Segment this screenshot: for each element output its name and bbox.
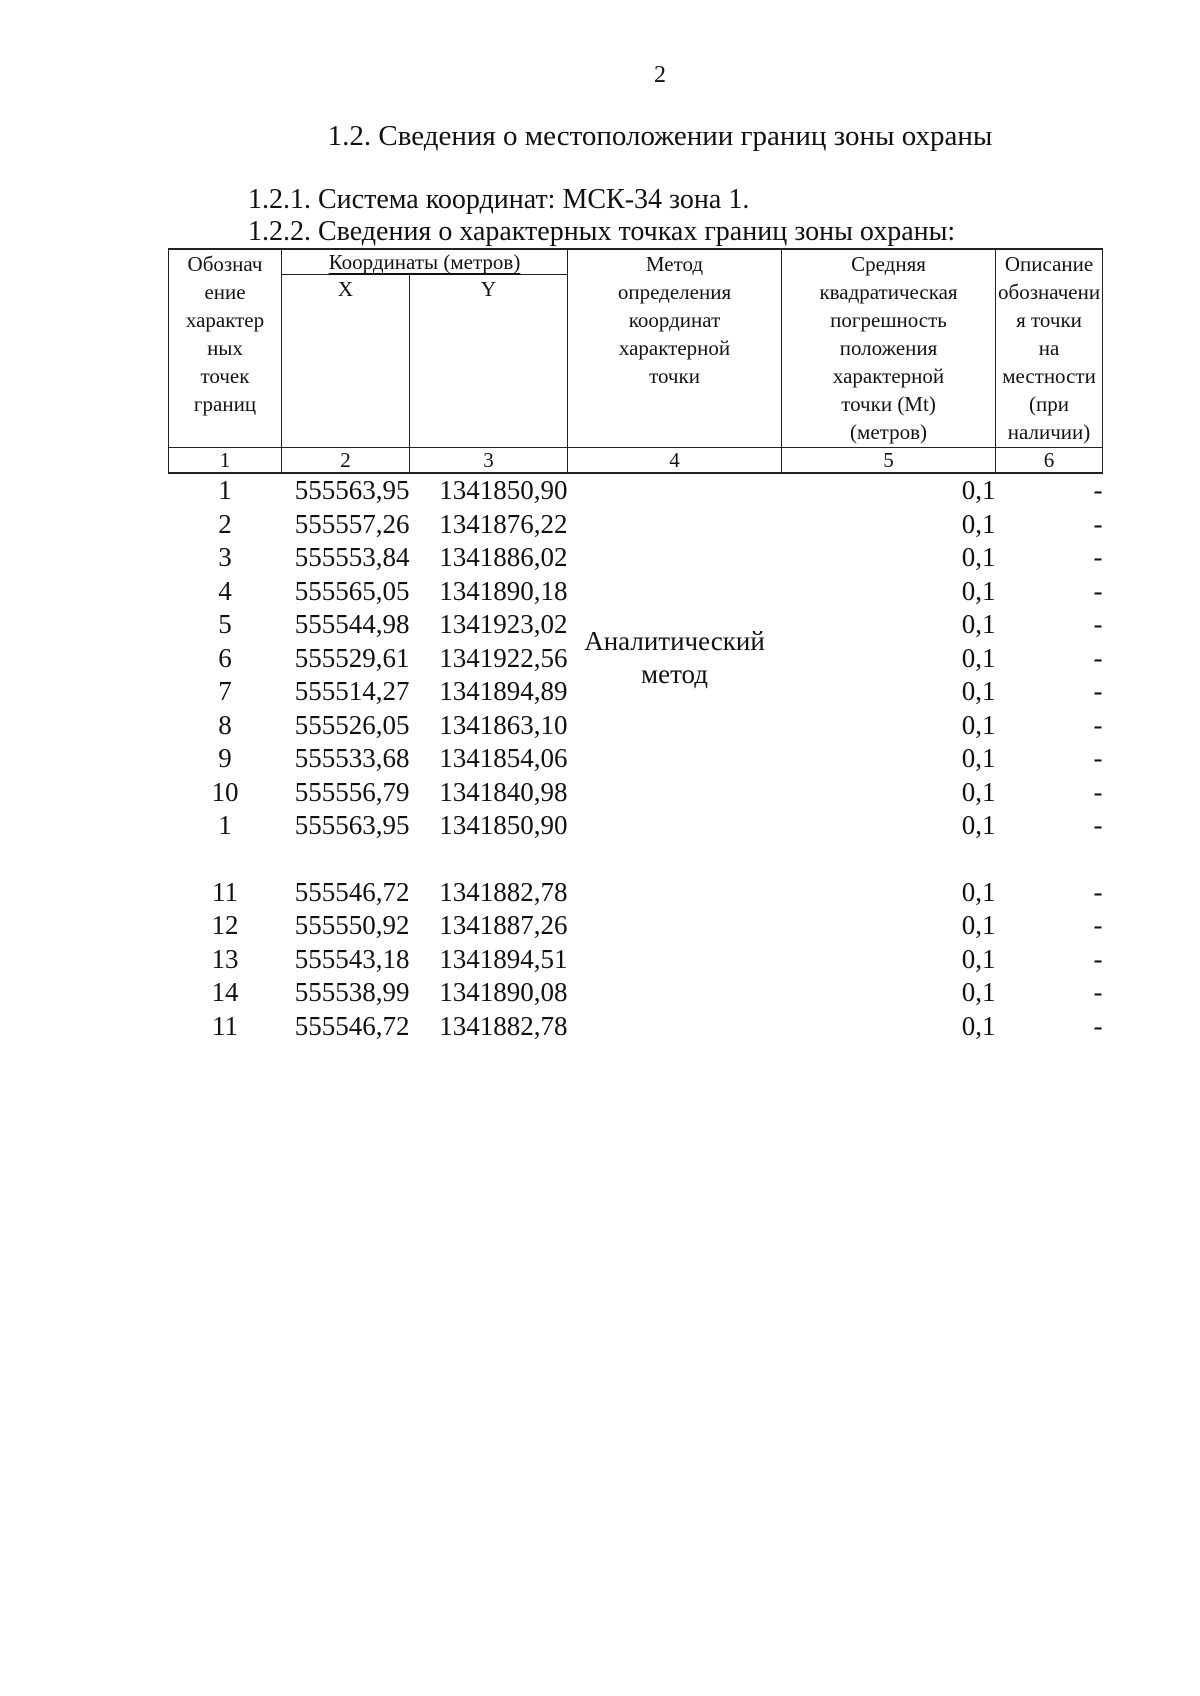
point-error: 0,1 [961,743,996,773]
header-line: точек [200,364,250,388]
method-line: Аналитический [584,625,765,656]
point-y: 1341886,02 [439,542,568,572]
header-line: координат [628,308,721,332]
point-error: 0,1 [961,776,996,807]
header-y: Y [410,275,568,448]
point-y: 1341887,26 [439,910,568,940]
separator-cell [169,843,282,876]
point-description: - [1093,1010,1103,1041]
column-number: 4 [568,448,782,474]
column-number: 1 [169,448,282,474]
separator-cell [410,843,568,876]
table-row [169,1010,1103,1044]
point-error: 0,1 [961,508,996,539]
point-x: 555526,05 [294,709,410,740]
point-error: 0,1 [961,810,996,840]
method-empty [568,976,782,1010]
method-empty [568,943,782,977]
header-error [782,249,996,448]
point-x: 555543,18 [294,943,410,974]
point-name: 13 [211,943,239,974]
method-line: метод [641,659,708,690]
point-description: - [1093,508,1103,539]
header-line: характер [185,308,265,332]
point-x: 555544,98 [294,609,410,639]
column-number: 6 [996,448,1103,474]
point-description: - [1093,542,1103,572]
column-number: 2 [282,448,410,474]
point-name: 14 [211,977,239,1007]
header-line: точки (Мt) [841,392,936,416]
point-error: 0,1 [961,910,996,940]
header-description [996,249,1103,448]
method-value [568,473,782,843]
header-line: погрешность [830,308,947,332]
point-name: 1 [218,475,232,505]
point-error: 0,1 [961,1010,996,1041]
header-line: обозначени [998,280,1101,304]
point-x: 555546,72 [294,1010,410,1041]
point-error: 0,1 [961,709,996,740]
header-line: наличии) [1007,420,1091,444]
point-error: 0,1 [961,876,996,907]
point-y: 1341850,90 [439,475,568,505]
point-error: 0,1 [961,542,996,572]
header-method [568,249,782,448]
point-y: 1341890,08 [439,977,568,1007]
point-description: - [1093,609,1103,639]
table-row [169,976,1103,1010]
point-description: - [1093,810,1103,840]
point-description: - [1093,876,1103,907]
point-name: 10 [211,776,239,807]
point-name: 4 [218,575,232,606]
point-y: 1341840,98 [439,776,568,807]
table-row [169,943,1103,977]
point-y: 1341854,06 [439,743,568,773]
point-error: 0,1 [961,943,996,974]
header-coordinates: Координаты (метров) [282,249,568,275]
point-name: 3 [218,542,232,572]
point-description: - [1093,642,1103,673]
header-line: положения [839,336,938,360]
point-x: 555556,79 [294,776,410,807]
coord-system-line: 1.2.1. Система координат: МСК-34 зона 1. [248,184,750,215]
point-y: 1341850,90 [439,810,568,840]
point-name: 7 [218,676,232,706]
point-x: 555565,05 [294,575,410,606]
point-x: 555550,92 [294,910,410,940]
point-x: 555529,61 [294,642,410,673]
point-description: - [1093,743,1103,773]
point-y: 1341882,78 [439,876,568,907]
method-empty [568,909,782,943]
method-empty [568,876,782,910]
header-line: ение [204,280,246,304]
point-name: 12 [211,910,239,940]
separator-cell [782,843,996,876]
header-line: ных [207,336,243,360]
point-description: - [1093,776,1103,807]
point-description: - [1093,575,1103,606]
header-line: границ [193,392,257,416]
point-y: 1341882,78 [439,1010,568,1041]
group-separator [169,843,1103,876]
point-name: 6 [218,642,232,673]
method-empty [568,1010,782,1044]
point-error: 0,1 [961,676,996,706]
column-number: 5 [782,448,996,474]
point-y: 1341894,51 [439,943,568,974]
table-row [169,876,1103,910]
points-body [169,473,1103,1043]
point-error: 0,1 [961,575,996,606]
points-title-line: 1.2.2. Сведения о характерных точках границ зоны охраны: [248,216,956,247]
section-heading: 1.2. Сведения о местоположении границ зоны охраны [327,120,993,152]
point-y: 1341863,10 [439,709,568,740]
header-line: характерной [832,364,945,388]
point-y: 1341894,89 [439,676,568,706]
header-designation [169,249,282,448]
point-name: 2 [218,508,232,539]
point-error: 0,1 [961,977,996,1007]
header-line: характерной [618,336,731,360]
point-error: 0,1 [961,475,996,505]
point-name: 5 [218,609,232,639]
point-error: 0,1 [961,642,996,673]
point-x: 555553,84 [294,542,410,572]
point-description: - [1093,676,1103,706]
header-line: точки [649,364,700,388]
point-description: - [1093,475,1103,505]
column-number: 3 [410,448,568,474]
point-x: 555514,27 [294,676,410,706]
header-line: местности [1002,364,1096,388]
table-row [169,909,1103,943]
table-row [169,473,1103,508]
point-y: 1341890,18 [439,575,568,606]
separator-cell [568,843,782,876]
point-x: 555538,99 [294,977,410,1007]
separator-cell [282,843,410,876]
point-name: 1 [218,810,232,840]
point-description: - [1093,709,1103,740]
point-y: 1341922,56 [439,642,568,673]
header-line: Метод [645,252,704,276]
header-line: (при [1029,392,1069,416]
point-description: - [1093,910,1103,940]
point-name: 11 [212,876,238,907]
header-line: Обознач [187,252,263,276]
point-y: 1341923,02 [439,609,568,639]
header-line: квадратическая [819,280,958,304]
point-error: 0,1 [961,609,996,639]
header-line: (метров) [850,420,927,444]
point-name: 11 [212,1010,238,1041]
page-number: 2 [654,62,666,88]
point-x: 555557,26 [294,508,410,539]
point-x: 555533,68 [294,743,410,773]
header-x: X [282,275,410,448]
point-name: 9 [218,743,232,773]
header-line: Средняя [851,252,926,276]
point-description: - [1093,977,1103,1007]
point-x: 555563,95 [294,810,410,840]
header-line: Описание [1004,252,1094,276]
point-y: 1341876,22 [439,508,568,539]
boundary-points-table [168,248,1103,1043]
point-x: 555563,95 [294,475,410,505]
header-line: определения [617,280,732,304]
point-name: 8 [218,709,232,740]
point-x: 555546,72 [294,876,410,907]
header-line: на [1038,336,1060,360]
point-description: - [1093,943,1103,974]
separator-cell [996,843,1103,876]
header-line: я точки [1016,308,1082,332]
